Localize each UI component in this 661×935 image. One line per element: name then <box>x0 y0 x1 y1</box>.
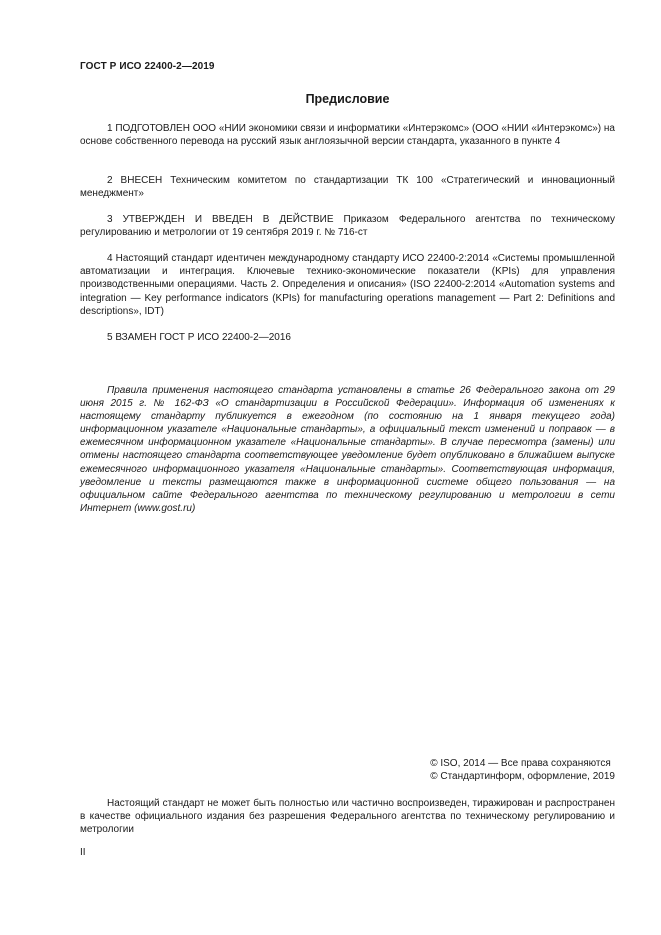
application-rules-notice: Правила применения настоящего стандарта установлены в статье 26 Федерального закона от 29 июня 2015 г. № 162-ФЗ «О стандартизации в Российской Федерации». Информация об изменениях к настоящему стандарту публикуется в ежегодном (по состоянию на 1 января текущего года) информационном указателе «Национальные стандарты», а официальный текст изменений и поправок — в ежемесячном информационном указателе «Национальные стандарты». В случае пересмотра (замены) или отмены настоящего стандарта соответствующее уведомление будет опубликовано в ближайшем выпуске ежемесячного информационного указателя «Национальные стандарты». Соответствующая информация, уведомление и тексты размещаются также в информационной системе общего пользования — на официальном сайте Федерального агентства по техническому регулированию и метрологии в сети Интернет (www.gost.ru) <box>80 385 615 514</box>
reproduction-notice: Настоящий стандарт не может быть полностью или частично воспроизведен, тиражирован и распространен в качестве официального издания без разрешения Федерального агентства по техническому регулированию и метрологии <box>80 798 615 836</box>
copyright-block <box>430 757 615 784</box>
page-number: II <box>80 847 86 858</box>
standartinform-copyright: © Стандартинформ, оформление, 2019 <box>430 771 615 783</box>
section-title: Предисловие <box>305 92 390 106</box>
paragraph-4: 4 Настоящий стандарт идентичен международному стандарту ИСО 22400-2:2014 «Системы промышленной автоматизации и интеграция. Ключевые технико-экономические показатели (KPIs) для управления производственными операциями. Часть 2. Определения и описания» (ISO 22400-2:2014 «Automation systems and integration — Key performance indicators (KPIs) for manufacturing operations management — Part 2: Definitions and descriptions», IDT) <box>80 253 615 317</box>
iso-copyright: © ISO, 2014 — Все права сохраняются <box>430 758 611 769</box>
paragraph-5: 5 ВЗАМЕН ГОСТ Р ИСО 22400-2—2016 <box>107 332 291 343</box>
standard-id-header: ГОСТ Р ИСО 22400-2—2019 <box>80 61 215 72</box>
paragraph-1: 1 ПОДГОТОВЛЕН ООО «НИИ экономики связи и информатики «Интерэкомс» (ООО «НИИ «Интерэкомс») на основе собственного перевода на русский язык англоязычной версии стандарта, указанного в пункте 4 <box>80 123 615 148</box>
paragraph-2: 2 ВНЕСЕН Техническим комитетом по стандартизации ТК 100 «Стратегический и инновационный менеджмент» <box>80 175 615 200</box>
paragraph-3: 3 УТВЕРЖДЕН И ВВЕДЕН В ДЕЙСТВИЕ Приказом Федерального агентства по техническому регулированию и метрологии от 19 сентября 2019 г. № 716-ст <box>80 214 615 239</box>
